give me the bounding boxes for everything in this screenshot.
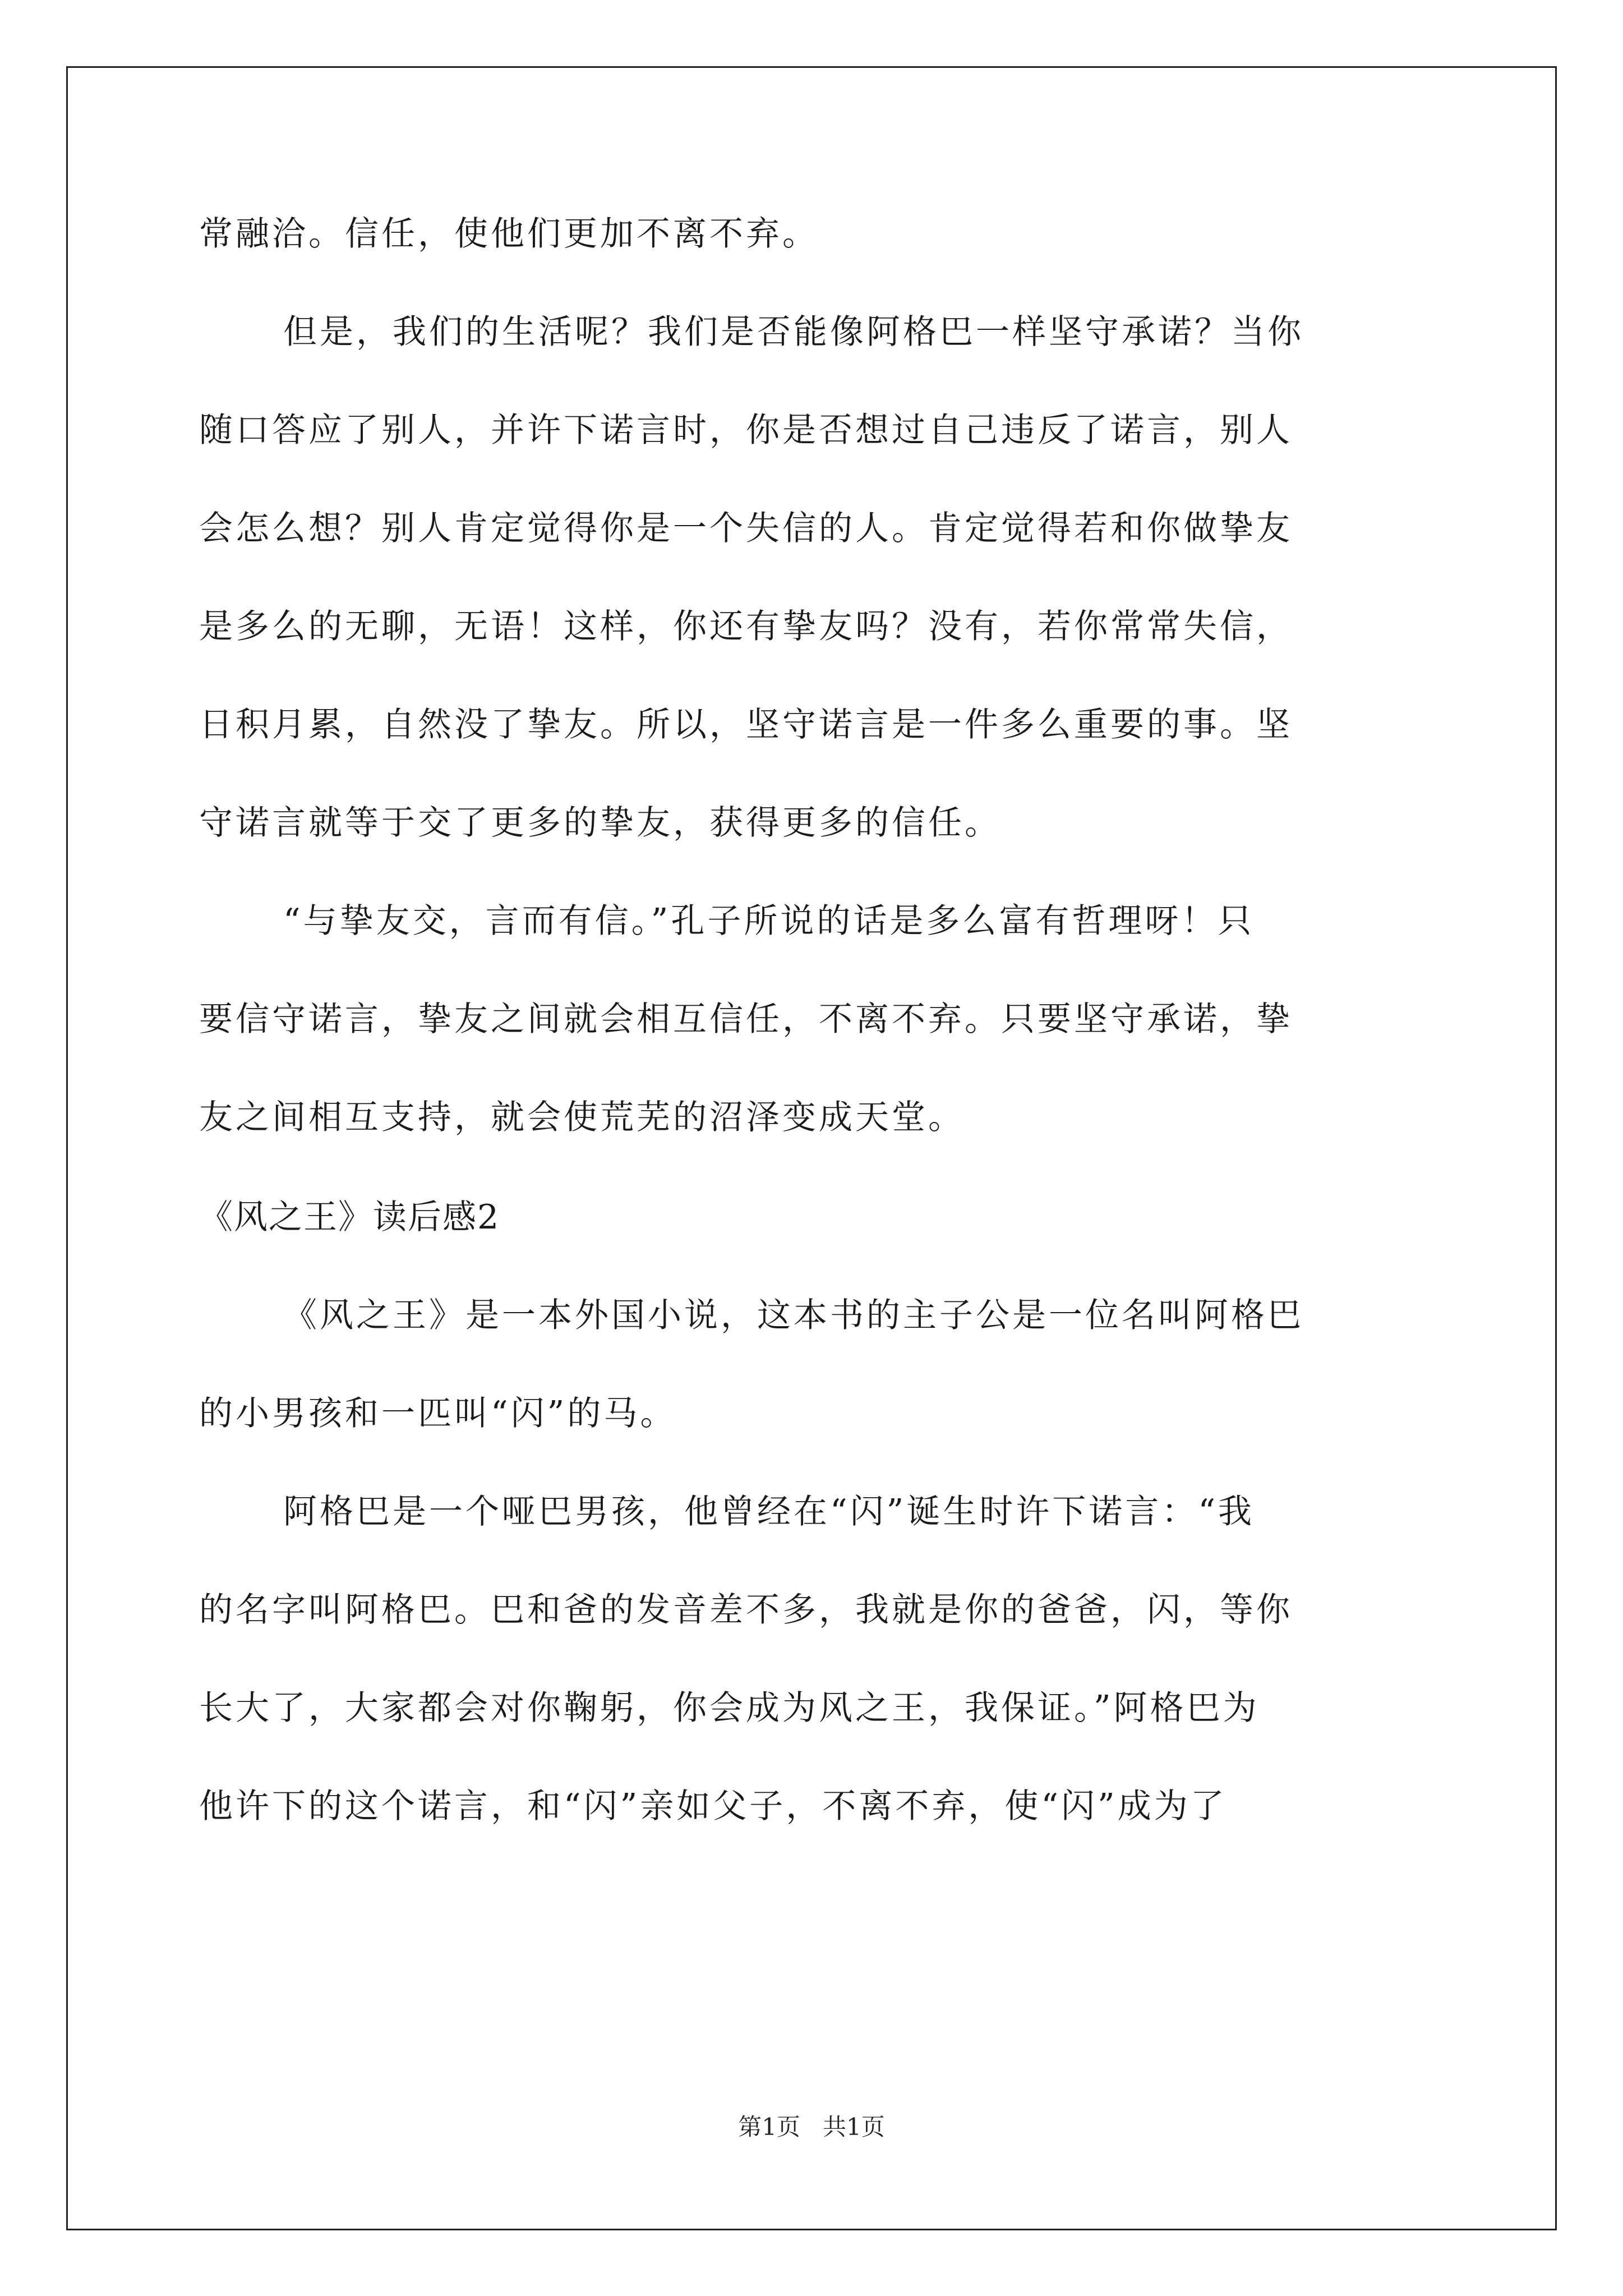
- text-line: 守诺言就等于交了更多的挚友，获得更多的信任。: [199, 803, 1001, 843]
- page-footer: 第1页 共1页: [738, 2113, 885, 2141]
- text-line: 的名字叫阿格巴。巴和爸的发音差不多，我就是你的爸爸，闪，等你: [199, 1590, 1293, 1630]
- text-line: 会怎么想？别人肯定觉得你是一个失信的人。肯定觉得若和你做挚友: [199, 509, 1293, 548]
- paragraph-first-line: 《风之王》是一本外国小说，这本书的主子公是一位名叫阿格巴: [283, 1296, 1304, 1335]
- text-line: 友之间相互支持，就会使荒芜的沼泽变成天堂。: [199, 1098, 965, 1137]
- paragraph-first-line: 但是，我们的生活呢？我们是否能像阿格巴一样坚守承诺？当你: [283, 312, 1304, 352]
- text-line: 长大了，大家都会对你鞠躬，你会成为风之王，我保证。”阿格巴为: [199, 1688, 1260, 1728]
- text-line: 要信守诺言，挚友之间就会相互信任，不离不弃。只要坚守承诺，挚: [199, 1000, 1293, 1039]
- text-line: 随口答应了别人，并许下诺言时，你是否想过自己违反了诺言，别人: [199, 411, 1293, 450]
- paragraph-first-line: “与挚友交，言而有信。”孔子所说的话是多么富有哲理呀！只: [283, 901, 1255, 941]
- text-line: 他许下的这个诺言，和“闪”亲如父子，不离不弃，使“闪”成为了: [199, 1787, 1227, 1826]
- text-line: 日积月累，自然没了挚友。所以，坚守诺言是一件多么重要的事。坚: [199, 705, 1293, 744]
- paragraph-first-line: 阿格巴是一个哑巴男孩，他曾经在“闪”诞生时许下诺言：“我: [283, 1492, 1255, 1531]
- text-line: 常融洽。信任，使他们更加不离不弃。: [199, 214, 819, 254]
- section-heading: 《风之王》读后感2: [199, 1198, 500, 1237]
- text-line: 的小男孩和一匹叫“闪”的马。: [199, 1394, 677, 1433]
- text-line: 是多么的无聊，无语！这样，你还有挚友吗？没有，若你常常失信，: [199, 607, 1293, 646]
- page-border: [66, 66, 1557, 2230]
